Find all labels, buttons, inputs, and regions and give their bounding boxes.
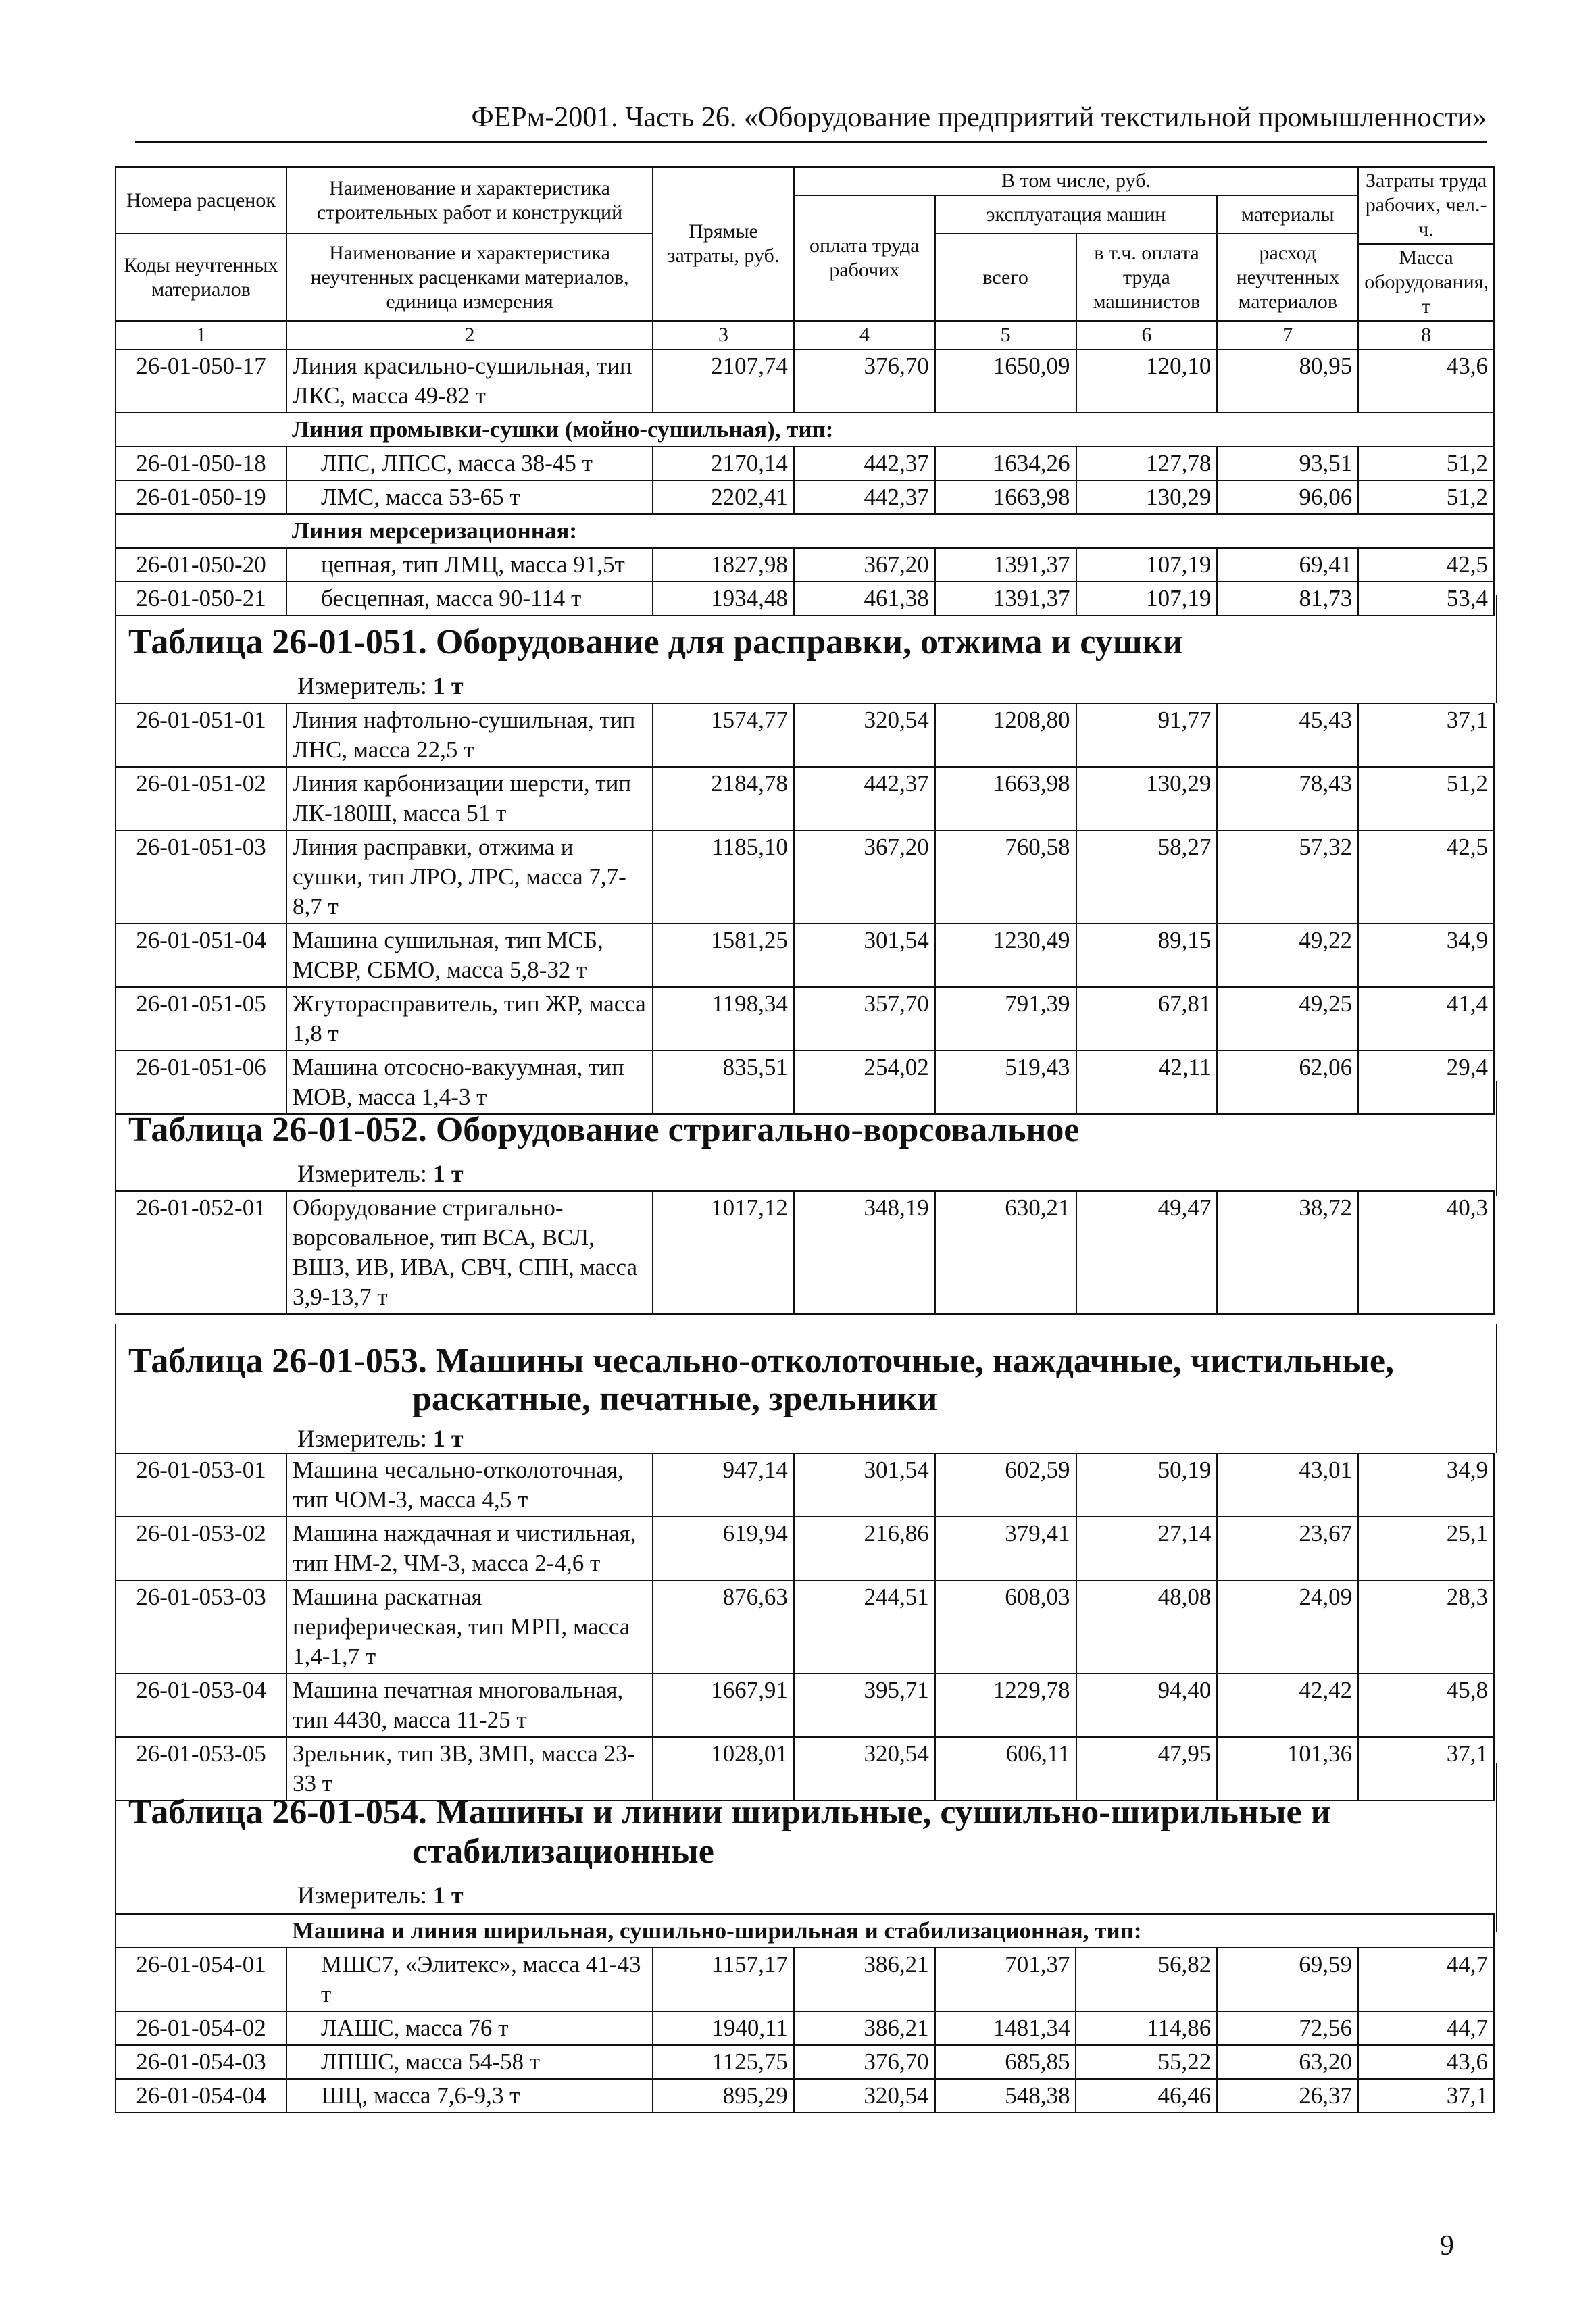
table-row: [116, 1580, 1494, 1674]
row-code: 26-01-050-20: [116, 548, 286, 582]
table-title: Таблица 26-01-053. Машины чесально-отколоточные, наждачные, чистильные,: [128, 1342, 1394, 1380]
cell-value: 1125,75: [653, 2045, 794, 2079]
cell-value: 47,95: [1076, 1737, 1218, 1801]
cell-value: 37,1: [1358, 2079, 1494, 2113]
col-direct-header: Прямые затраты, руб.: [653, 167, 794, 321]
col-incl-wage-header: в т.ч. оплата труда машинистов: [1076, 234, 1218, 321]
cell-value: 43,6: [1358, 349, 1494, 413]
meter-line: [297, 1424, 464, 1453]
cell-value: 442,37: [794, 480, 935, 514]
table-052: [115, 1190, 1495, 1315]
cell-value: 320,54: [794, 2079, 935, 2113]
cell-value: 1230,49: [935, 924, 1076, 987]
col-name-header: Наименование и характеристика строительных работ и конструкций: [286, 167, 653, 234]
row-code: 26-01-051-03: [116, 830, 286, 924]
cell-value: 53,4: [1358, 582, 1494, 615]
cell-value: 461,38: [794, 582, 935, 615]
cell-value: 49,22: [1217, 924, 1358, 987]
cell-value: 947,14: [653, 1453, 794, 1517]
cell-value: 94,40: [1076, 1674, 1218, 1737]
cell-value: 26,37: [1217, 2079, 1358, 2113]
cell-value: 791,39: [935, 987, 1076, 1051]
col-total-header: всего: [935, 234, 1076, 321]
cell-value: 2202,41: [653, 480, 794, 514]
col-index: 4: [794, 321, 935, 349]
cell-value: 760,58: [935, 830, 1076, 924]
cell-value: 93,51: [1217, 447, 1358, 480]
cell-value: 519,43: [935, 1051, 1076, 1114]
col-materials-header: материалы: [1217, 195, 1358, 234]
cell-value: 49,25: [1217, 987, 1358, 1051]
cell-value: 602,59: [935, 1453, 1076, 1517]
row-name: ЛПШС, масса 54-58 т: [286, 2045, 653, 2079]
col-index: 8: [1358, 321, 1494, 349]
col-codes-header: Номера расценок: [116, 167, 286, 234]
cell-value: 55,22: [1076, 2045, 1217, 2079]
cell-value: 107,19: [1076, 582, 1218, 615]
group-heading: Линия промывки-сушки (мойно-сушильная), тип:: [116, 413, 1494, 447]
cell-value: 685,85: [935, 2045, 1076, 2079]
cell-value: 379,41: [935, 1517, 1076, 1580]
row-code: 26-01-052-01: [116, 1191, 286, 1314]
row-code: 26-01-051-05: [116, 987, 286, 1051]
cell-value: 835,51: [653, 1051, 794, 1114]
cell-value: 1934,48: [653, 582, 794, 615]
cell-value: 395,71: [794, 1674, 935, 1737]
cell-value: 442,37: [794, 447, 935, 480]
col-codes2-header: Коды неучтенных материалов: [116, 234, 286, 321]
cell-value: 37,1: [1358, 703, 1494, 767]
table-row: [116, 349, 1494, 413]
cell-value: 51,2: [1358, 767, 1494, 830]
cell-value: 43,6: [1358, 2045, 1494, 2079]
cell-value: 107,19: [1076, 548, 1218, 582]
cell-value: 81,73: [1217, 582, 1358, 615]
row-code: 26-01-054-04: [116, 2079, 286, 2113]
cell-value: 42,5: [1358, 830, 1494, 924]
cell-value: 608,03: [935, 1580, 1076, 1674]
cell-value: 91,77: [1076, 703, 1218, 767]
cell-value: 1481,34: [935, 2011, 1076, 2045]
cell-value: 1185,10: [653, 830, 794, 924]
cell-value: 44,7: [1358, 1948, 1494, 2011]
col-index: 5: [935, 321, 1076, 349]
cell-value: 46,46: [1076, 2079, 1217, 2113]
col-mat-exp-header: расход неучтенных материалов: [1217, 234, 1358, 321]
meter-value: 1 т: [432, 1160, 464, 1187]
col-name2-header: Наименование и характеристика неучтенных расценками материалов, единица измерения: [286, 234, 653, 321]
col-mach-header: эксплуатация машин: [935, 195, 1218, 234]
table-title: Таблица 26-01-052. Оборудование стригально-ворсовальное: [128, 1111, 1080, 1149]
cell-value: 320,54: [794, 1737, 935, 1801]
table-053: [115, 1453, 1495, 1801]
cell-value: 320,54: [794, 703, 935, 767]
col-incl-header: В том числе, руб.: [794, 167, 1358, 195]
cell-value: 72,56: [1217, 2011, 1358, 2045]
row-code: 26-01-051-04: [116, 924, 286, 987]
table-row: [116, 830, 1494, 924]
cell-value: 386,21: [794, 2011, 935, 2045]
cell-value: 101,36: [1217, 1737, 1358, 1801]
cell-value: 1667,91: [653, 1674, 794, 1737]
cell-value: 1198,34: [653, 987, 794, 1051]
cell-value: 69,59: [1217, 1948, 1358, 2011]
cell-value: 301,54: [794, 924, 935, 987]
row-code: 26-01-050-18: [116, 447, 286, 480]
row-name: ЛПС, ЛПСС, масса 38-45 т: [286, 447, 653, 480]
cell-value: 895,29: [653, 2079, 794, 2113]
cell-value: 48,08: [1076, 1580, 1218, 1674]
row-name: Жгутораспрaвитель, тип ЖР, масса 1,8 т: [286, 987, 653, 1051]
table-title-cont: раскатные, печатные, зрельники: [412, 1380, 938, 1418]
cell-value: 876,63: [653, 1580, 794, 1674]
table-050: [115, 166, 1495, 616]
cell-value: 57,32: [1217, 830, 1358, 924]
cell-value: 1650,09: [935, 349, 1076, 413]
cell-value: 27,14: [1076, 1517, 1218, 1580]
table-title: Таблица 26-01-054. Машины и линии ширильные, сушильно-ширильные и: [128, 1793, 1331, 1832]
cell-value: 127,78: [1076, 447, 1218, 480]
cell-value: 216,86: [794, 1517, 935, 1580]
table-row: [116, 1453, 1494, 1517]
row-code: 26-01-053-01: [116, 1453, 286, 1517]
row-code: 26-01-051-06: [116, 1051, 286, 1114]
cell-value: 367,20: [794, 830, 935, 924]
meter-line: [297, 1881, 464, 1909]
cell-value: 1581,25: [653, 924, 794, 987]
cell-value: 619,94: [653, 1517, 794, 1580]
meter-line: [297, 1159, 464, 1188]
cell-value: 367,20: [794, 548, 935, 582]
group-heading: Машина и линия ширильная, сушильно-ширильная и стабилизационная, тип:: [116, 1914, 1494, 1948]
table-row: [116, 987, 1494, 1051]
table-row: [116, 1517, 1494, 1580]
row-name: Машина отсосно-вакуумная, тип МОВ, масса 1,4-3 т: [286, 1051, 653, 1114]
row-name: ЛАШС, масса 76 т: [286, 2011, 653, 2045]
row-code: 26-01-053-03: [116, 1580, 286, 1674]
row-name: Линия расправки, отжима и сушки, тип ЛРО, ЛРС, масса 7,7-8,7 т: [286, 830, 653, 924]
cell-value: 25,1: [1358, 1517, 1494, 1580]
row-code: 26-01-054-02: [116, 2011, 286, 2045]
col-index: 2: [286, 321, 653, 349]
cell-value: 42,5: [1358, 548, 1494, 582]
row-name: Линия нафтольно-сушильная, тип ЛНС, масса 22,5 т: [286, 703, 653, 767]
cell-value: 630,21: [935, 1191, 1076, 1314]
cell-value: 2107,74: [653, 349, 794, 413]
meter-label: Измеритель:: [297, 1882, 427, 1909]
row-name: Оборудование стригально-ворсовальное, тип ВСА, ВСЛ, ВШЗ, ИВ, ИВА, СВЧ, СПН, масса 3,9-13,7 т: [286, 1191, 653, 1314]
cell-value: 45,43: [1217, 703, 1358, 767]
cell-value: 50,19: [1076, 1453, 1218, 1517]
row-code: 26-01-051-01: [116, 703, 286, 767]
table-row: [116, 2045, 1494, 2079]
meter-value: 1 т: [432, 672, 464, 699]
table-title: Таблица 26-01-051. Оборудование для расправки, отжима и сушки: [128, 623, 1183, 661]
meter-line: [297, 672, 464, 700]
table-051: [115, 703, 1495, 1115]
row-code: 26-01-050-21: [116, 582, 286, 615]
table-054: [115, 1913, 1495, 2113]
row-code: 26-01-053-02: [116, 1517, 286, 1580]
page-number: 9: [1440, 2230, 1454, 2261]
cell-value: 1017,12: [653, 1191, 794, 1314]
meter-label: Измеритель:: [297, 1425, 427, 1452]
cell-value: 45,8: [1358, 1674, 1494, 1737]
row-code: 26-01-051-02: [116, 767, 286, 830]
table-title-cont: стабилизационные: [412, 1832, 714, 1871]
table-row: [116, 1674, 1494, 1737]
cell-value: 58,27: [1076, 830, 1218, 924]
group-heading: Линия мерсеризационная:: [116, 514, 1494, 548]
cell-value: 1391,37: [935, 548, 1076, 582]
cell-value: 1157,17: [653, 1948, 794, 2011]
cell-value: 376,70: [794, 2045, 935, 2079]
cell-value: 2184,78: [653, 767, 794, 830]
cell-value: 1229,78: [935, 1674, 1076, 1737]
cell-value: 38,72: [1217, 1191, 1358, 1314]
row-name: цепная, тип ЛМЦ, масса 91,5т: [286, 548, 653, 582]
row-code: 26-01-054-03: [116, 2045, 286, 2079]
table-row: [116, 767, 1494, 830]
col-labor-header: Затраты труда рабочих, чел.-ч.: [1358, 167, 1494, 244]
cell-value: 49,47: [1076, 1191, 1218, 1314]
cell-value: 130,29: [1076, 767, 1218, 830]
cell-value: 348,19: [794, 1191, 935, 1314]
col-index: 6: [1076, 321, 1218, 349]
cell-value: 29,4: [1358, 1051, 1494, 1114]
cell-value: 23,67: [1217, 1517, 1358, 1580]
cell-value: 51,2: [1358, 480, 1494, 514]
cell-value: 63,20: [1217, 2045, 1358, 2079]
table-row: [116, 1948, 1494, 2011]
cell-value: 1574,77: [653, 703, 794, 767]
cell-value: 606,11: [935, 1737, 1076, 1801]
row-code: 26-01-050-17: [116, 349, 286, 413]
row-name: Линия карбонизации шерсти, тип ЛК-180Ш, масса 51 т: [286, 767, 653, 830]
row-name: МШС7, «Элитекс», масса 41-43 т: [286, 1948, 653, 2011]
row-name: Машина раскатная периферическая, тип МРП, масса 1,4-1,7 т: [286, 1580, 653, 1674]
cell-value: 44,7: [1358, 2011, 1494, 2045]
meter-value: 1 т: [432, 1425, 464, 1452]
cell-value: 42,42: [1217, 1674, 1358, 1737]
row-name: Машина чесально-отколоточная, тип ЧОМ-3, масса 4,5 т: [286, 1453, 653, 1517]
cell-value: 386,21: [794, 1948, 935, 2011]
cell-value: 254,02: [794, 1051, 935, 1114]
table-row: [116, 447, 1494, 480]
cell-value: 96,06: [1217, 480, 1358, 514]
table-row: [116, 480, 1494, 514]
cell-value: 1827,98: [653, 548, 794, 582]
cell-value: 701,37: [935, 1948, 1076, 2011]
table-row: [116, 1191, 1494, 1314]
cell-value: 548,38: [935, 2079, 1076, 2113]
col-index: 1: [116, 321, 286, 349]
cell-value: 34,9: [1358, 924, 1494, 987]
cell-value: 42,11: [1076, 1051, 1218, 1114]
row-name: Линия красильно-сушильная, тип ЛКС, масса 49-82 т: [286, 349, 653, 413]
row-name: Машина наждачная и чистильная, тип НМ-2, ЧМ-3, масса 2-4,6 т: [286, 1517, 653, 1580]
table-row: [116, 2011, 1494, 2045]
cell-value: 1208,80: [935, 703, 1076, 767]
row-code: 26-01-050-19: [116, 480, 286, 514]
row-code: 26-01-053-05: [116, 1737, 286, 1801]
cell-value: 69,41: [1217, 548, 1358, 582]
cell-value: 89,15: [1076, 924, 1218, 987]
meter-value: 1 т: [432, 1882, 464, 1909]
row-name: Машина печатная многовальная, тип 4430, масса 11-25 т: [286, 1674, 653, 1737]
cell-value: 357,70: [794, 987, 935, 1051]
cell-value: 114,86: [1076, 2011, 1217, 2045]
cell-value: 37,1: [1358, 1737, 1494, 1801]
cell-value: 1663,98: [935, 480, 1076, 514]
table-row: [116, 924, 1494, 987]
cell-value: 2170,14: [653, 447, 794, 480]
cell-value: 34,9: [1358, 1453, 1494, 1517]
cell-value: 67,81: [1076, 987, 1218, 1051]
row-code: 26-01-053-04: [116, 1674, 286, 1737]
meter-label: Измеритель:: [297, 672, 427, 699]
running-header: ФЕРм-2001. Часть 26. «Оборудование предприятий текстильной промышленности»: [135, 101, 1487, 143]
row-name: ЛМС, масса 53-65 т: [286, 480, 653, 514]
cell-value: 120,10: [1076, 349, 1218, 413]
cell-value: 1940,11: [653, 2011, 794, 2045]
row-code: 26-01-054-01: [116, 1948, 286, 2011]
cell-value: 376,70: [794, 349, 935, 413]
cell-value: 40,3: [1358, 1191, 1494, 1314]
table-row: [116, 703, 1494, 767]
col-index: 7: [1217, 321, 1358, 349]
row-name: Машина сушильная, тип МСБ, МСВР, СБМО, масса 5,8-32 т: [286, 924, 653, 987]
table-row: [116, 548, 1494, 582]
cell-value: 28,3: [1358, 1580, 1494, 1674]
cell-value: 1028,01: [653, 1737, 794, 1801]
row-name: ШЦ, масса 7,6-9,3 т: [286, 2079, 653, 2113]
cell-value: 301,54: [794, 1453, 935, 1517]
cell-value: 43,01: [1217, 1453, 1358, 1517]
table-row: [116, 2079, 1494, 2113]
row-name: Зрельник, тип ЗВ, ЗМП, масса 23-33 т: [286, 1737, 653, 1801]
col-mass-header: Масса оборудования, т: [1358, 244, 1494, 321]
row-name: бесцепная, масса 90-114 т: [286, 582, 653, 615]
cell-value: 1391,37: [935, 582, 1076, 615]
meter-label: Измеритель:: [297, 1160, 427, 1187]
cell-value: 442,37: [794, 767, 935, 830]
cell-value: 62,06: [1217, 1051, 1358, 1114]
cell-value: 244,51: [794, 1580, 935, 1674]
cell-value: 80,95: [1217, 349, 1358, 413]
cell-value: 24,09: [1217, 1580, 1358, 1674]
cell-value: 56,82: [1076, 1948, 1217, 2011]
cell-value: 1634,26: [935, 447, 1076, 480]
col-wage-header: оплата труда рабочих: [794, 195, 935, 321]
cell-value: 1663,98: [935, 767, 1076, 830]
cell-value: 130,29: [1076, 480, 1218, 514]
cell-value: 51,2: [1358, 447, 1494, 480]
col-index: 3: [653, 321, 794, 349]
cell-value: 78,43: [1217, 767, 1358, 830]
cell-value: 41,4: [1358, 987, 1494, 1051]
